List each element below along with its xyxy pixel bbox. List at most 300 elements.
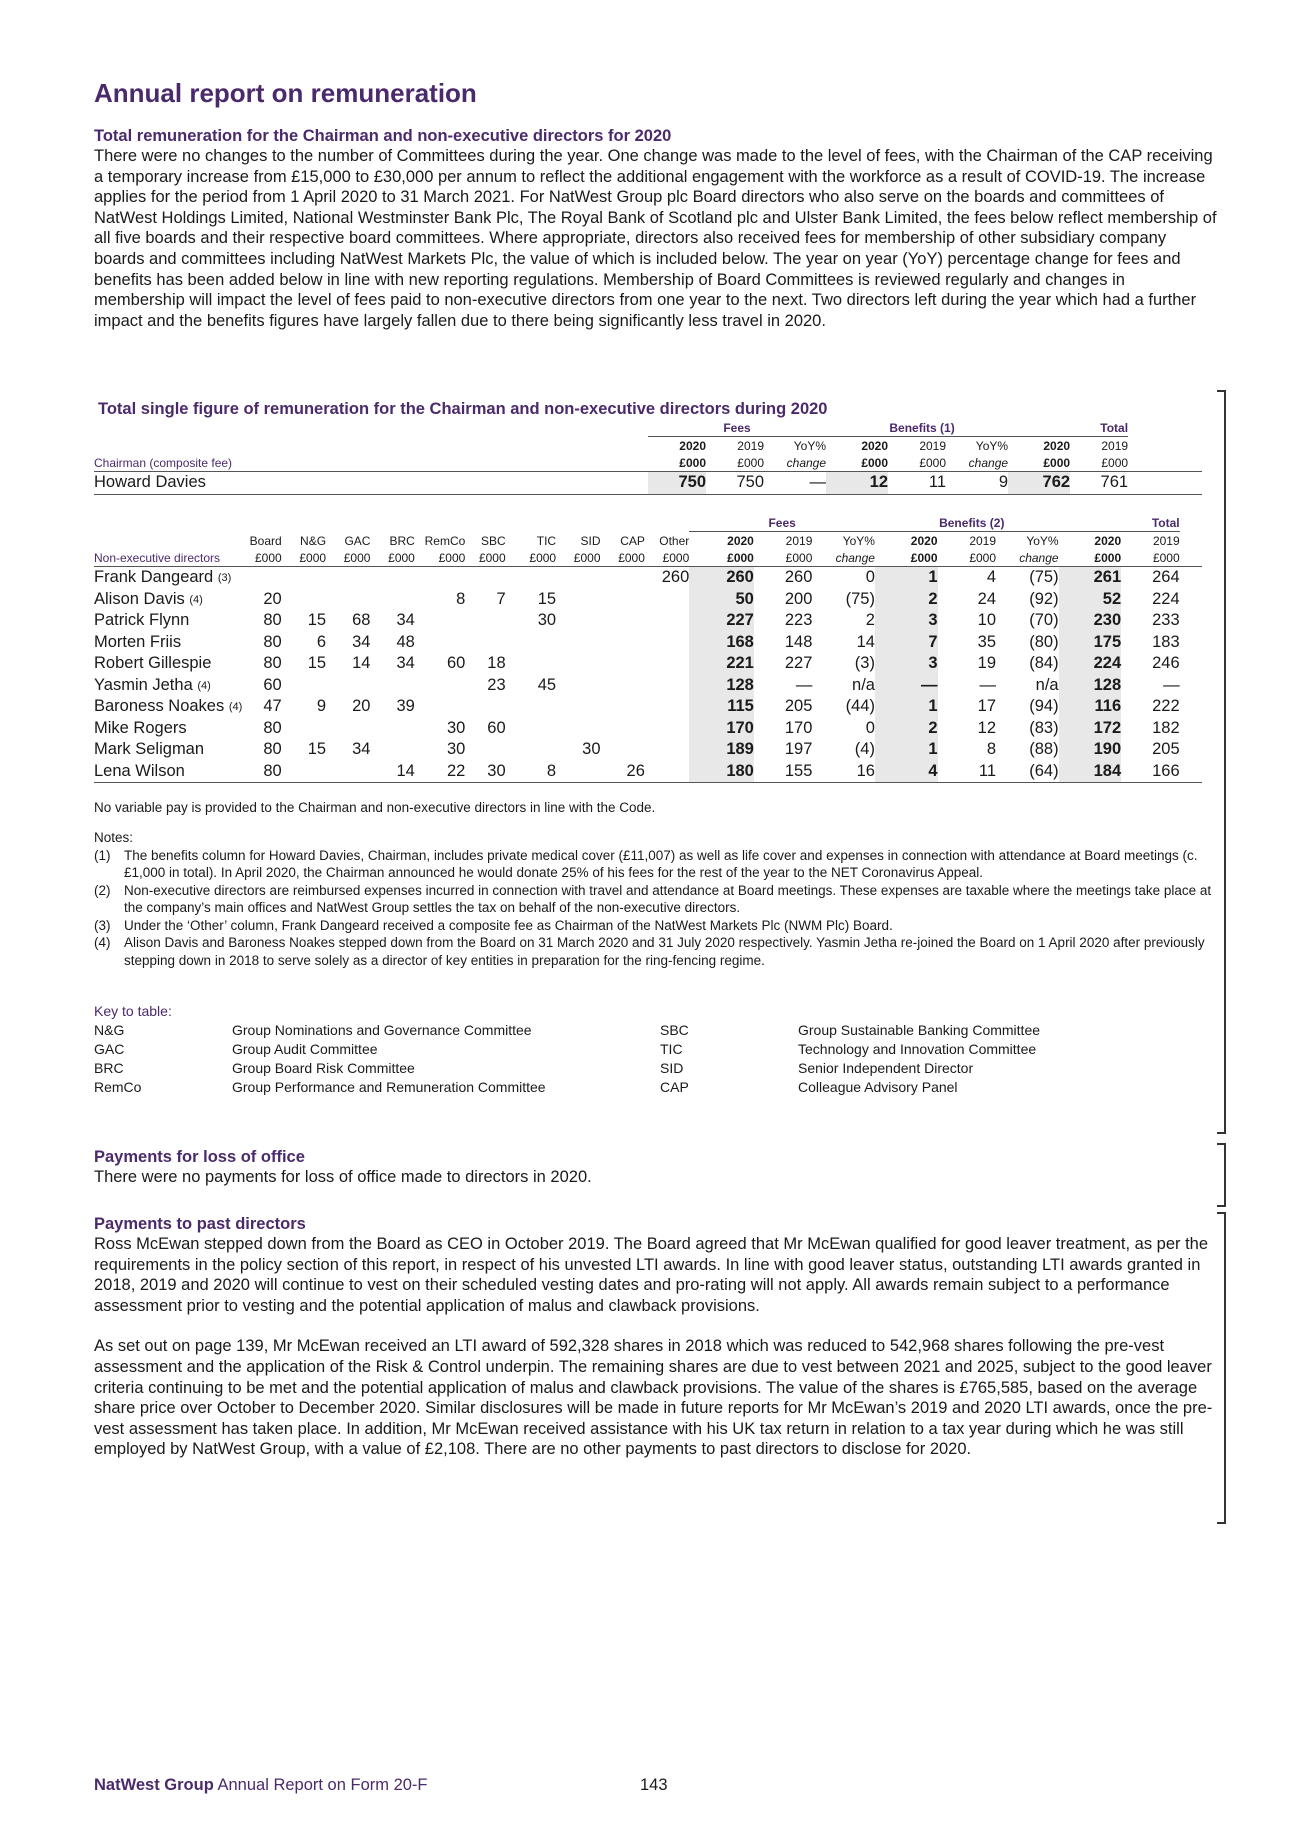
cell xyxy=(601,675,645,697)
key-description: Group Sustainable Banking Committee xyxy=(798,1022,1041,1038)
cell xyxy=(415,610,465,632)
cell: 224 xyxy=(1152,589,1180,608)
col-committee: CAP xyxy=(620,533,645,548)
page-title: Annual report on remuneration xyxy=(94,78,477,108)
page-number: 143 xyxy=(640,1776,668,1794)
cell xyxy=(601,567,645,589)
col-unit: £000 xyxy=(1070,455,1128,472)
cell: — xyxy=(764,472,826,495)
cell: 8 xyxy=(456,589,466,608)
cell: 11 xyxy=(888,472,946,495)
cell: 8 xyxy=(986,740,997,759)
director-name xyxy=(94,653,235,675)
cell: 205 xyxy=(784,697,813,716)
table-row xyxy=(94,610,1202,632)
section-body: As set out on page 139, Mr McEwan received an LTI award of 592,328 shares in 2018 which was reduced to 542,968 shares following the pre-vest assessment and the application of the Risk & Control underpin. The remaining shares are due to vest between 2021 and 2025, subject to the good leaver criteria continuing to be met and the potential application of malus and clawback provisions. The value of the shares is £765,585, based on the average share price over October to December 2020. Similar disclosures will be made in future reports for Mr McEwan’s 2019 and 2020 LTI awards, once the pre-vest assessment has taken place. In addition, Mr McEwan received assistance with his UK tax return in relation to a tax year during which he was still employed by NatWest Group, with a value of £2,108. There are no other payments to past directors to disclose for 2020. xyxy=(94,1337,1213,1459)
cell: 3 xyxy=(875,610,938,632)
cell: 260 xyxy=(661,568,690,587)
note-key: (1) xyxy=(94,847,111,863)
cell: 60 xyxy=(487,718,506,737)
cell: 16 xyxy=(812,761,875,783)
cell: 60 xyxy=(263,675,282,694)
cell: 24 xyxy=(977,589,997,608)
cell: 15 xyxy=(307,740,327,759)
cell: 9 xyxy=(946,472,1008,495)
key-description: Group Board Risk Committee xyxy=(232,1060,415,1076)
cell: 260 xyxy=(689,567,754,589)
col-unit: £000 xyxy=(1008,455,1070,472)
director-name xyxy=(94,675,235,697)
cell xyxy=(370,718,414,740)
cell xyxy=(506,632,556,654)
cell xyxy=(326,675,370,697)
cell: 264 xyxy=(1152,568,1180,587)
cell: (64) xyxy=(996,761,1059,783)
cell xyxy=(465,696,505,718)
key-abbreviation: TIC xyxy=(660,1041,683,1057)
cell: 2 xyxy=(875,718,938,740)
cell: 762 xyxy=(1008,472,1070,495)
cell: 34 xyxy=(352,740,371,759)
cell: 221 xyxy=(689,653,754,675)
variable-pay-note: No variable pay is provided to the Chairman and non-executive directors in line with the Code. xyxy=(94,800,656,815)
cell: 197 xyxy=(784,740,813,759)
cell: 3 xyxy=(875,653,938,675)
note-text: Non-executive directors are reimbursed expenses incurred in connection with travel and attendance at Board meetings. These expenses are taxable where the meetings take place at the company’s main offices and NatWest Group settles the tax on behalf of the non-executive directors. xyxy=(124,882,1212,915)
cell: 10 xyxy=(977,611,997,630)
cell: (75) xyxy=(1029,568,1059,587)
director-name xyxy=(94,589,235,611)
section-loss-of-office xyxy=(94,1147,1219,1188)
cell: 8 xyxy=(506,761,556,783)
note-item xyxy=(94,917,1219,935)
col-year: 2020 xyxy=(861,439,889,453)
cell: 4 xyxy=(875,761,938,783)
cell: 15 xyxy=(307,611,327,630)
col-committee: SID xyxy=(580,533,601,548)
note-text: Alison Davis and Baroness Noakes stepped down from the Board on 31 March 2020 and 31 July 2020 respectively. Yasmin Jetha re-joined the Board on 1 April 2020 after previously stepping down in 2018 to serve solely as a director of key entities in preparation for the ring-fencing regime. xyxy=(124,935,1205,968)
note-key: (4) xyxy=(94,935,111,950)
col-year: 2019 xyxy=(919,439,947,453)
director-name xyxy=(94,739,235,761)
cell: 182 xyxy=(1152,718,1180,737)
cell: (3) xyxy=(854,654,875,673)
cell: 261 xyxy=(1059,567,1122,589)
note-key: (2) xyxy=(94,882,111,898)
notes-heading: Notes: xyxy=(94,830,134,845)
director-name-text: Lena Wilson xyxy=(94,761,185,780)
cell: 200 xyxy=(784,589,813,608)
cell xyxy=(556,761,600,783)
col-unit: change xyxy=(996,550,1059,567)
director-name xyxy=(94,761,235,783)
cell xyxy=(556,632,600,654)
director-name-text: Frank Dangeard xyxy=(94,568,214,587)
col-unit: £000 xyxy=(326,550,370,567)
col-unit: £000 xyxy=(556,550,600,567)
director-name-text: Yasmin Jetha xyxy=(94,675,193,694)
cell: 60 xyxy=(446,654,466,673)
cell xyxy=(506,653,556,675)
table-row xyxy=(94,472,1202,495)
cell xyxy=(370,589,414,611)
key-row xyxy=(94,1059,1094,1078)
cell: 0 xyxy=(865,568,875,587)
cell: 80 xyxy=(263,632,282,651)
cell: 184 xyxy=(1059,761,1122,783)
cell: 223 xyxy=(784,611,813,630)
col-unit: £000 xyxy=(706,455,764,472)
cell: 205 xyxy=(1152,740,1180,759)
table-row xyxy=(94,653,1202,675)
cell xyxy=(465,632,505,654)
col-committee: N&G xyxy=(300,533,327,548)
col-committee: RemCo xyxy=(424,533,466,548)
key-row xyxy=(94,1040,1094,1059)
cell xyxy=(415,696,465,718)
director-name-text: Morten Friis xyxy=(94,632,182,651)
section-heading: Payments for loss of office xyxy=(94,1148,305,1166)
cell: (88) xyxy=(1029,740,1059,759)
cell: 80 xyxy=(263,740,282,759)
table-row xyxy=(94,696,1202,718)
cell: 20 xyxy=(263,589,282,608)
col-unit: £000 xyxy=(754,550,813,567)
cell xyxy=(645,739,689,761)
cell xyxy=(556,718,600,740)
cell: (94) xyxy=(1029,697,1059,716)
cell: 26 xyxy=(601,761,645,783)
cell: 260 xyxy=(784,568,813,587)
cell: 34 xyxy=(396,654,415,673)
cell: 172 xyxy=(1059,718,1122,740)
section-body: Ross McEwan stepped down from the Board as CEO in October 2019. The Board agreed that Mr McEwan qualified for good leaver treatment, as per the requirements in the policy section of this report, in respect of his unvested LTI awards. In line with good leaver status, outstanding LTI awards granted in 2018, 2019 and 2020 will continue to vest on their scheduled vesting dates and pro-rating will not apply. All awards remain subject to a performance assessment prior to vesting and the potential application of malus and clawback provisions. xyxy=(94,1235,1209,1315)
group-total: Total xyxy=(1008,420,1128,437)
key-abbreviation: N&G xyxy=(94,1022,125,1038)
cell: (75) xyxy=(845,589,875,608)
cell: 45 xyxy=(537,675,557,694)
col-committee: Board xyxy=(249,533,282,548)
cell xyxy=(465,739,505,761)
cell: 47 xyxy=(263,697,282,716)
cell: 170 xyxy=(784,718,813,737)
table-row xyxy=(94,589,1202,611)
cell: 190 xyxy=(1059,739,1122,761)
notes xyxy=(94,829,1219,969)
note-ref: (4) xyxy=(197,679,211,692)
key-description: Group Audit Committee xyxy=(232,1041,378,1057)
director-name-text: Patrick Flynn xyxy=(94,611,190,630)
cell xyxy=(645,632,689,654)
cell: 80 xyxy=(235,761,281,783)
col-unit: £000 xyxy=(506,550,556,567)
table-row xyxy=(94,718,1202,740)
cell xyxy=(601,696,645,718)
cell: 761 xyxy=(1070,472,1128,495)
cell: 180 xyxy=(689,761,754,783)
cell xyxy=(506,696,556,718)
cell: 30 xyxy=(446,718,466,737)
cell xyxy=(645,653,689,675)
col-year: 2019 xyxy=(737,439,764,453)
margin-bracket xyxy=(1217,1143,1226,1207)
cell xyxy=(556,653,600,675)
key-description: Group Nominations and Governance Committee xyxy=(232,1022,532,1038)
col-unit: £000 xyxy=(875,550,938,567)
section-past-directors xyxy=(94,1214,1219,1460)
cell: 1 xyxy=(875,567,938,589)
cell: — xyxy=(795,675,813,694)
col-unit: £000 xyxy=(282,550,326,567)
cell: 750 xyxy=(648,472,706,495)
cell xyxy=(556,696,600,718)
cell: 224 xyxy=(1059,653,1122,675)
cell: 17 xyxy=(977,697,997,716)
note-item xyxy=(94,934,1219,969)
ned-table xyxy=(94,515,1202,783)
footer-brand-name: NatWest Group xyxy=(94,1776,214,1794)
cell: 230 xyxy=(1059,610,1122,632)
cell xyxy=(282,675,326,697)
note-item xyxy=(94,847,1219,882)
cell: 1 xyxy=(875,696,938,718)
cell: 1 xyxy=(875,739,938,761)
margin-bracket xyxy=(1217,1212,1226,1524)
col-committee: TIC xyxy=(536,533,557,548)
section-body: There were no payments for loss of office made to directors in 2020. xyxy=(94,1168,592,1186)
col-change: change xyxy=(946,455,1008,472)
cell xyxy=(601,632,645,654)
director-name-text: Baroness Noakes xyxy=(94,697,225,716)
cell: n/a xyxy=(852,675,875,694)
cell: 128 xyxy=(689,675,754,697)
cell xyxy=(601,718,645,740)
cell xyxy=(506,567,556,589)
key-abbreviation: CAP xyxy=(660,1079,689,1095)
director-name xyxy=(94,718,235,740)
cell: 175 xyxy=(1059,632,1122,654)
group-benefits: Benefits (2) xyxy=(875,515,1059,532)
col-unit: £000 xyxy=(370,550,414,567)
director-name-text: Mike Rogers xyxy=(94,718,187,737)
cell xyxy=(282,567,326,589)
table-row xyxy=(94,761,1202,783)
cell: 7 xyxy=(496,589,506,608)
section-total-remuneration xyxy=(94,126,1219,331)
cell: (44) xyxy=(845,697,875,716)
cell: 23 xyxy=(487,675,506,694)
key-abbreviation: BRC xyxy=(94,1060,124,1076)
cell xyxy=(556,675,600,697)
col-year: 2019 xyxy=(1152,534,1180,548)
director-name-text: Alison Davis xyxy=(94,589,185,608)
cell: 19 xyxy=(977,654,997,673)
margin-bracket xyxy=(1217,390,1226,1134)
cell: 0 xyxy=(865,718,875,737)
chairman-table xyxy=(94,420,1202,495)
col-unit: £000 xyxy=(1059,550,1122,567)
cell: 7 xyxy=(875,632,938,654)
key-row xyxy=(94,1078,1094,1097)
cell: 189 xyxy=(689,739,754,761)
cell xyxy=(282,589,326,611)
col-year: 2019 xyxy=(1101,439,1129,453)
cell: 14 xyxy=(856,632,875,651)
cell: 80 xyxy=(263,611,282,630)
cell: (4) xyxy=(854,740,875,759)
cell: 168 xyxy=(689,632,754,654)
cell: 183 xyxy=(1152,632,1180,651)
table-row xyxy=(94,675,1202,697)
col-year: 2020 xyxy=(1043,439,1071,453)
note-ref: (3) xyxy=(217,572,232,585)
col-unit: £000 xyxy=(415,550,465,567)
director-name: Howard Davies xyxy=(94,472,648,495)
cell: 233 xyxy=(1152,611,1180,630)
cell xyxy=(415,675,465,697)
cell: 166 xyxy=(1121,761,1180,783)
cell: 116 xyxy=(1059,696,1122,718)
col-yoy: YoY% xyxy=(793,439,827,453)
col-unit: £000 xyxy=(645,550,689,567)
cell: 12 xyxy=(826,472,888,495)
group-fees: Fees xyxy=(689,515,875,532)
cell: 11 xyxy=(938,761,997,783)
cell: 22 xyxy=(415,761,465,783)
cell: 246 xyxy=(1152,654,1180,673)
cell: n/a xyxy=(1035,675,1059,694)
col-unit: £000 xyxy=(689,550,754,567)
cell: 155 xyxy=(754,761,813,783)
col-yoy: YoY% xyxy=(975,439,1009,453)
group-fees: Fees xyxy=(648,420,826,437)
cell xyxy=(415,632,465,654)
col-unit: £000 xyxy=(938,550,997,567)
cell: 9 xyxy=(316,697,327,716)
cell: (84) xyxy=(1029,654,1059,673)
director-name xyxy=(94,696,243,718)
cell: — xyxy=(979,675,997,694)
col-unit: £000 xyxy=(601,550,645,567)
cell xyxy=(326,761,370,783)
cell xyxy=(370,739,414,761)
cell: 170 xyxy=(689,718,754,740)
cell: 50 xyxy=(689,589,754,611)
key-abbreviation: RemCo xyxy=(94,1079,142,1095)
key-heading: Key to table: xyxy=(94,1003,172,1019)
section-heading: Payments to past directors xyxy=(94,1215,306,1233)
cell: 15 xyxy=(307,654,327,673)
col-year: YoY% xyxy=(1026,534,1059,548)
cell xyxy=(326,718,370,740)
director-name-text: Mark Seligman xyxy=(94,740,205,759)
cell: 14 xyxy=(370,761,414,783)
key-abbreviation: SID xyxy=(660,1060,684,1076)
cell xyxy=(370,675,414,697)
key-description: Technology and Innovation Committee xyxy=(798,1041,1037,1057)
cell: 227 xyxy=(784,654,813,673)
table-row xyxy=(94,567,1202,589)
key-description: Colleague Advisory Panel xyxy=(798,1079,958,1095)
col-year: YoY% xyxy=(842,534,875,548)
cell xyxy=(370,567,414,589)
note-ref: (4) xyxy=(228,701,243,714)
cell: 6 xyxy=(316,632,327,651)
chairman-label: Chairman (composite fee) xyxy=(94,455,648,472)
key-abbreviation: SBC xyxy=(660,1022,689,1038)
cell: 35 xyxy=(977,632,997,651)
cell xyxy=(645,589,689,611)
cell xyxy=(556,610,600,632)
cell: 39 xyxy=(396,697,415,716)
table-row xyxy=(94,739,1202,761)
director-name xyxy=(94,610,235,632)
cell: 30 xyxy=(465,761,505,783)
cell: 30 xyxy=(582,740,601,759)
note-text: The benefits column for Howard Davies, Chairman, includes private medical cover (£11,007) as well as life cover and expenses in connection with attendance at Board meetings (c.£1,000 in total). In April 2020, the Chairman announced he would donate 25% of his fees for the rest of the year to the NET Coronavirus Appeal. xyxy=(124,847,1198,880)
col-committee: SBC xyxy=(480,533,506,548)
cell: 20 xyxy=(352,697,371,716)
cell: 4 xyxy=(986,568,997,587)
cell: 222 xyxy=(1152,697,1180,716)
cell xyxy=(282,761,326,783)
cell: 148 xyxy=(784,632,813,651)
cell xyxy=(326,567,370,589)
cell xyxy=(645,718,689,740)
cell xyxy=(645,675,689,697)
cell xyxy=(506,718,556,740)
cell xyxy=(645,696,689,718)
cell: 128 xyxy=(1059,675,1122,697)
note-item xyxy=(94,882,1219,917)
key-row xyxy=(94,1021,1094,1040)
key-abbreviation: GAC xyxy=(94,1041,125,1057)
cell xyxy=(645,610,689,632)
cell: 80 xyxy=(263,718,282,737)
key-to-table xyxy=(94,1002,1094,1097)
cell: 750 xyxy=(706,472,764,495)
cell xyxy=(282,718,326,740)
cell: (92) xyxy=(1029,589,1059,608)
section-body: There were no changes to the number of Committees during the year. One change was made to the level of fees, with the Chairman of the CAP receiving a temporary increase from £15,000 to £30,000 per annum to reflect the additional engagement with the workforce as a result of COVID-19. The increase applies for the period from 1 April 2020 to 31 March 2021. For NatWest Group plc Board directors who also serve on the boards and committees of NatWest Holdings Limited, National Westminster Bank Plc, The Royal Bank of Scotland plc and Ulster Bank Limited, the fees below reflect membership of all five boards and their respective board committees. Where appropriate, directors also received fees for membership of other subsidiary company boards and committees including NatWest Markets Plc, the value of which is included below. The year on year (YoY) percentage change for fees and benefits has been added below in line with new reporting regulations. Membership of Board Committees is reviewed regularly and changes in membership will impact the level of fees paid to non-executive directors from one year to the next. Two directors left during the year which had a further impact and the benefits figures have largely fallen due to there being significantly less travel in 2020. xyxy=(94,147,1217,330)
director-name xyxy=(94,632,235,654)
cell xyxy=(601,739,645,761)
cell xyxy=(326,589,370,611)
col-committee: BRC xyxy=(389,533,415,548)
cell: (70) xyxy=(1029,611,1059,630)
col-unit: £000 xyxy=(1121,550,1180,567)
cell: 48 xyxy=(396,632,415,651)
cell xyxy=(556,567,600,589)
key-description: Group Performance and Remuneration Committee xyxy=(232,1079,546,1095)
cell xyxy=(601,589,645,611)
cell: 34 xyxy=(352,632,371,651)
group-benefits: Benefits (1) xyxy=(826,420,1008,437)
cell xyxy=(465,567,505,589)
director-name xyxy=(94,567,235,589)
cell xyxy=(465,610,505,632)
cell xyxy=(601,653,645,675)
cell: 30 xyxy=(446,740,466,759)
col-unit: £000 xyxy=(235,550,281,567)
cell: — xyxy=(875,675,938,697)
cell xyxy=(645,761,689,783)
cell: (83) xyxy=(1029,718,1059,737)
footer-doc-title: Annual Report on Form 20-F xyxy=(217,1776,428,1794)
col-year: 2020 xyxy=(679,439,706,453)
col-year: 2020 xyxy=(1094,534,1122,548)
cell: 115 xyxy=(689,696,754,718)
